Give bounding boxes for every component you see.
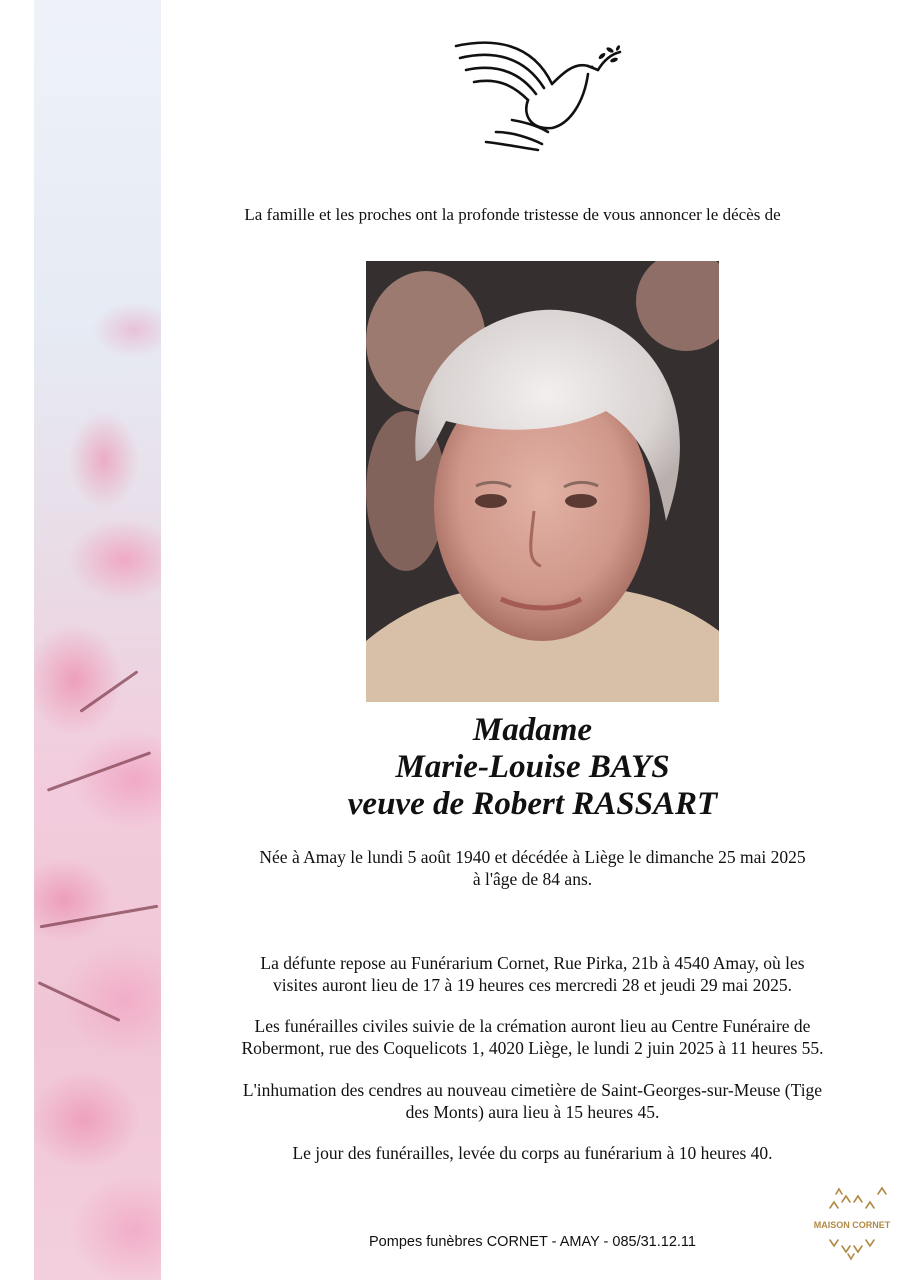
paragraph-line: La défunte repose au Funérarium Cornet, Rue Pirka, 21b à 4540 Amay, où les (260, 953, 805, 973)
branch (47, 751, 151, 791)
birth-death-paragraph (160, 846, 905, 890)
cherry-blossom-strip (34, 0, 161, 1280)
footer-contact: Pompes funèbres CORNET - AMAY - 085/31.12.11 (369, 1234, 696, 1250)
paragraph-line: des Monts) aura lieu à 15 heures 45. (405, 1102, 660, 1122)
dove-icon (452, 34, 624, 154)
spouse-line: veuve de Robert RASSART (347, 786, 718, 822)
paragraph-line: Le jour des funérailles, levée du corps au funérarium à 10 heures 40. (292, 1143, 773, 1163)
paragraph-line: visites auront lieu de 17 à 19 heures ces mercredi 28 et jeudi 29 mai 2025. (272, 975, 793, 995)
funeral-paragraph (160, 1015, 905, 1059)
branch (79, 670, 138, 713)
portrait-photo (366, 261, 719, 702)
name-title: Madame (472, 712, 593, 748)
branch (40, 905, 159, 929)
paragraph-line: L'inhumation des cendres au nouveau cimetière de Saint-Georges-sur-Meuse (Tige (242, 1080, 823, 1100)
intro-text: La famille et les proches ont la profonde tristesse de vous annoncer le décès de (244, 205, 781, 224)
paragraph-line: Robermont, rue des Coquelicots 1, 4020 Liège, le lundi 2 juin 2025 à 11 heures 55. (241, 1038, 824, 1058)
departure-paragraph (160, 1142, 905, 1164)
maison-cornet-logo (810, 1180, 894, 1264)
logo-wordmark: MAISON CORNET (813, 1220, 891, 1230)
branch (38, 981, 121, 1022)
burial-paragraph (160, 1079, 905, 1123)
paragraph-line: à l'âge de 84 ans. (472, 869, 593, 889)
full-name: Marie-Louise BAYS (395, 749, 670, 785)
visitation-paragraph (160, 952, 905, 996)
deceased-name-block (160, 712, 905, 823)
paragraph-line: Née à Amay le lundi 5 août 1940 et décédée à Liège le dimanche 25 mai 2025 (259, 847, 806, 867)
paragraph-line: Les funérailles civiles suivie de la crémation auront lieu au Centre Funéraire de (254, 1016, 811, 1036)
